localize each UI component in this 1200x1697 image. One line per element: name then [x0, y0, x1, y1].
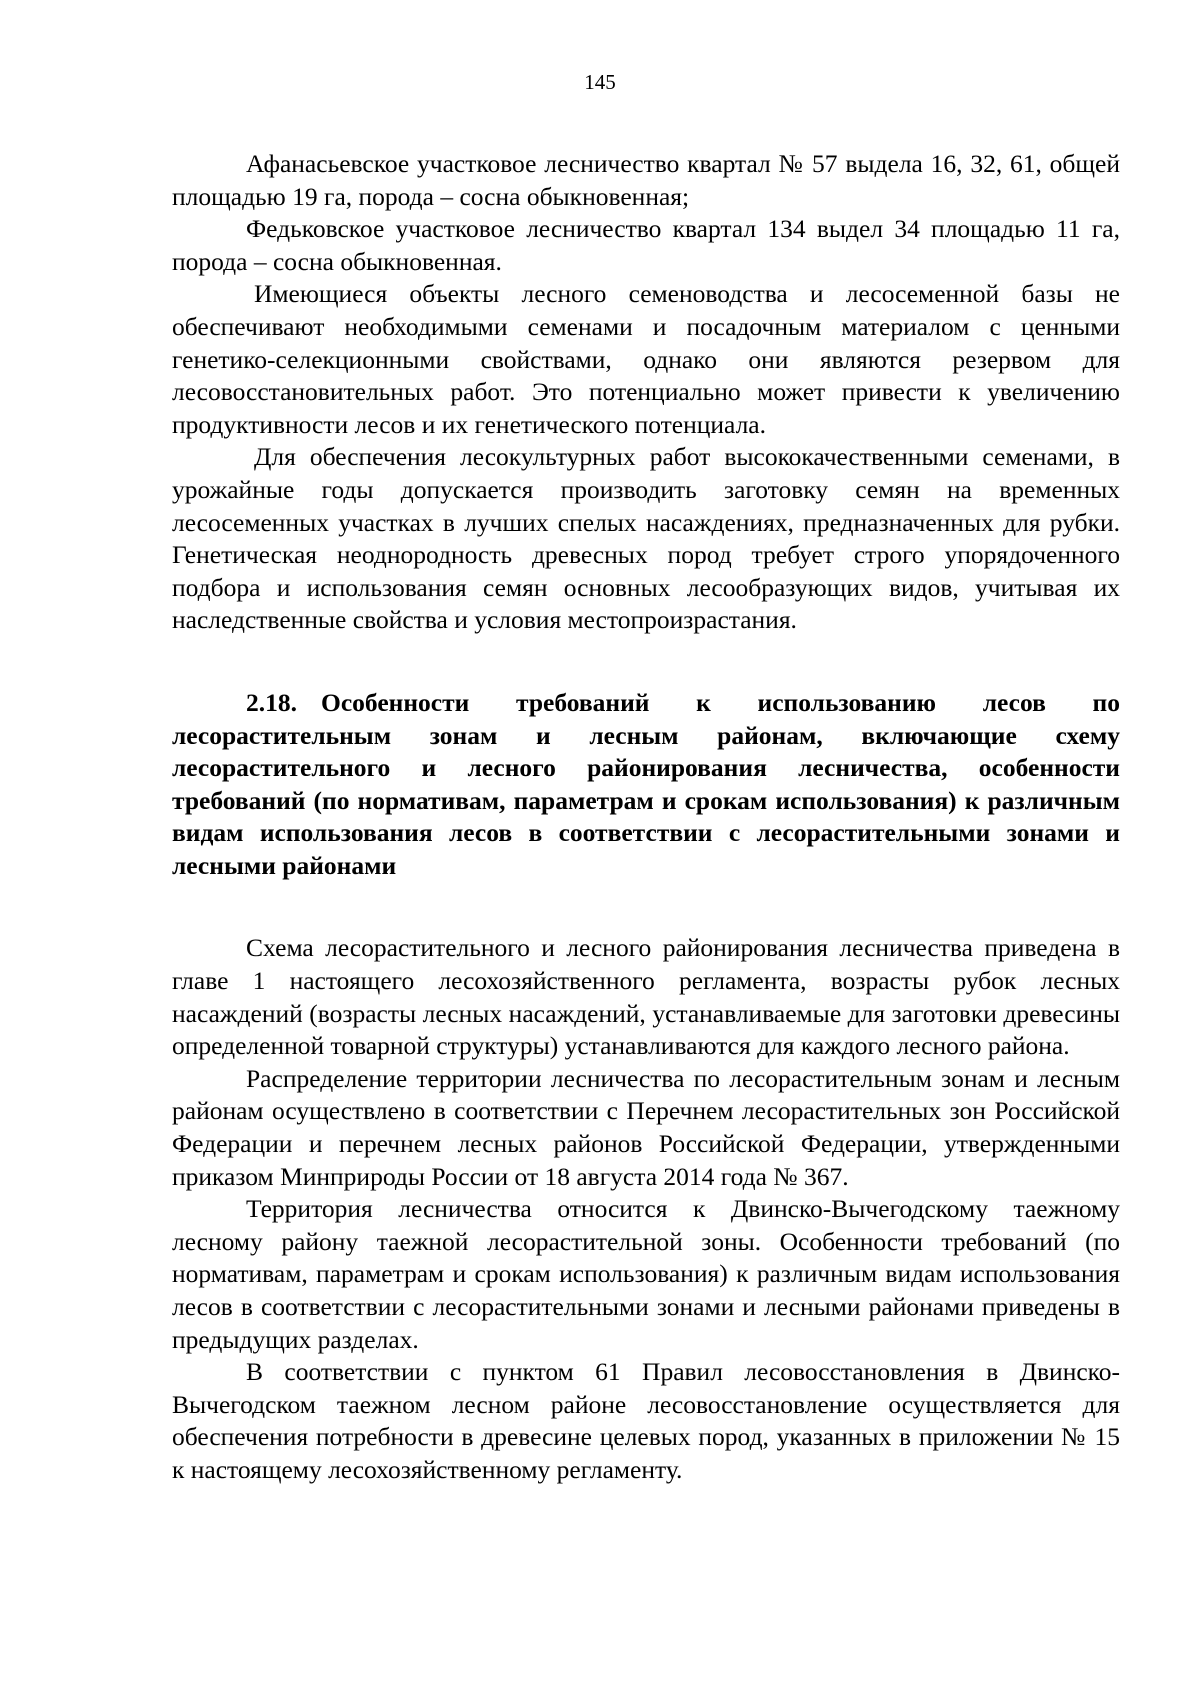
paragraph-fedkovskoe: Федьковское участковое лесничество квартал 134 выдел 34 площадью 11 га, порода – сосна обыкновенная. [172, 214, 1120, 276]
paragraph-reforestation-rules: В соответствии с пунктом 61 Правил лесовосстановления в Двинско-Вычегодском таежном лесном районе лесовосстановление осуществляется для обеспечения потребности в древесине целевых пород, указанных в приложении № 15 к настоящему лесохозяйственному регламенту. [172, 1357, 1120, 1484]
section-number: 2.18. [246, 687, 297, 717]
page-number: 145 [584, 70, 616, 94]
paragraph-seed-harvest: Для обеспечения лесокультурных работ высококачественными семенами, в урожайные годы допускается производить заготовку семян на временных лесосеменных участках в лучших спелых насаждениях, предназначенных для рубки. Генетическая неоднородность древесных пород требует строго упорядоченного подбора и использования семян основных лесообразующих видов, учитывая их наследственные свойства и условия местопроизрастания. [172, 442, 1120, 635]
paragraph-zoning-scheme: Схема лесорастительного и лесного районирования лесничества приведена в главе 1 настоящего лесохозяйственного регламента, возрасты рубок лесных насаждений (возрасты лесных насаждений, устанавливаемые для заготовки древесины определенной товарной структуры) устанавливаются для каждого лесного района. [172, 933, 1120, 1061]
document-body [172, 148, 1120, 1487]
paragraph-territory-distribution: Распределение территории лесничества по лесорастительным зонам и лесным районам осуществлено в соответствии с Перечнем лесорастительных зон Российской Федерации и перечнем лесных районов Российской Федерации, утвержденными приказом Минприроды России от 18 августа 2014 года № 367. [172, 1063, 1120, 1191]
paragraph-seed-objects: Имеющиеся объекты лесного семеноводства и лесосеменной базы не обеспечивают необходимыми семенами и посадочным материалом с ценными генетико-селекционными свойствами, однако они являются резервом для лесовосстановительных работ. Это потенциально может привести к увеличению продуктивности лесов и их генетического потенциала. [172, 279, 1120, 439]
paragraph-afanasyevskoe: Афанасьевское участковое лесничество квартал № 57 выдела 16, 32, 61, общей площадью 19 га, порода – сосна обыкновенная; [172, 149, 1120, 211]
section-heading [172, 687, 1120, 883]
section-title: Особенности требований к использованию лесов по лесорастительным зонам и лесным районам, включающие схему лесорастительного и лесного районирования лесничества, особенности требований (по нормативам, параметрам и срокам использования) к различным видам использования лесов в соответствии с лесорастительными зонами и лесными районами [172, 687, 1120, 880]
paragraph-taiga-district: Территория лесничества относится к Двинско-Вычегодскому таежному лесному району таежной лесорастительной зоны. Особенности требований (по нормативам, параметрам и срокам использования) к различным видам использования лесов в соответствии с лесорастительными зонами и лесными районами приведены в предыдущих разделах. [172, 1194, 1120, 1354]
